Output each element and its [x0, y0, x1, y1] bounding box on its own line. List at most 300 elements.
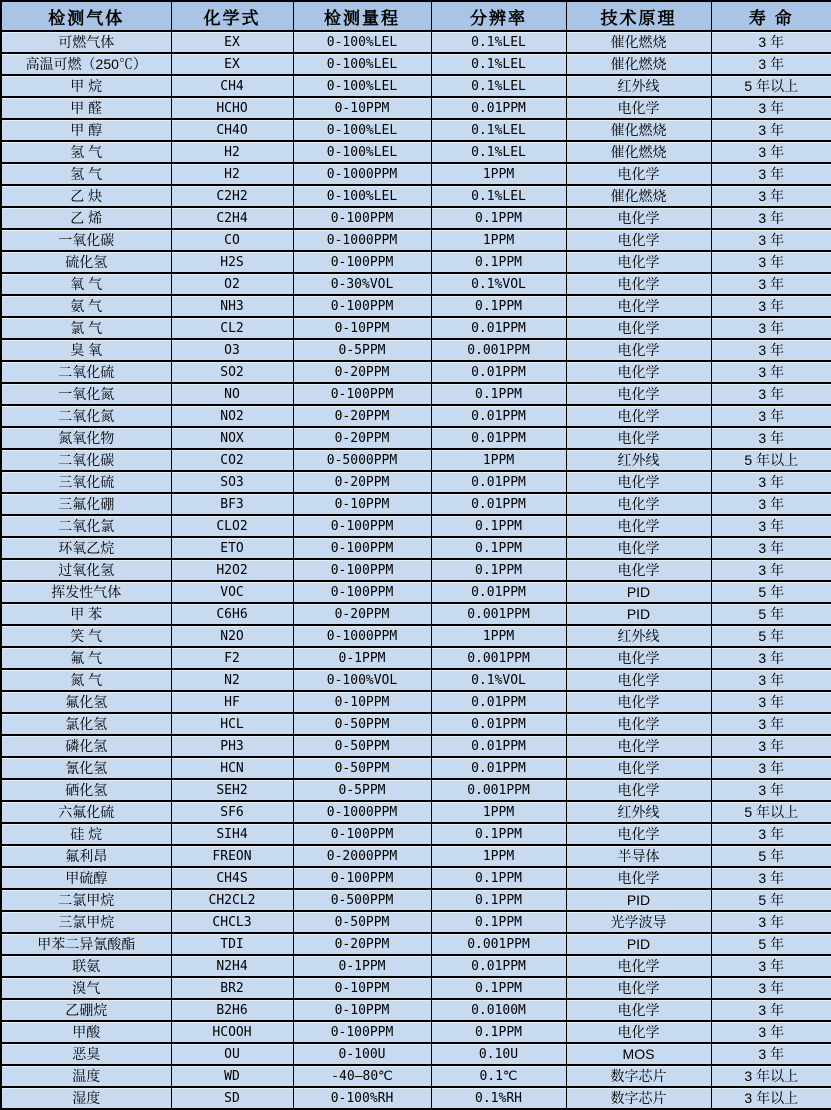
lifespan-cell: 3 年: [711, 405, 831, 427]
resolution-cell: 0.01PPM: [431, 97, 566, 119]
principle-cell: 红外线: [566, 449, 711, 471]
resolution-cell: 1PPM: [431, 229, 566, 251]
range-cell: 0-100%LEL: [293, 141, 431, 163]
principle-cell: 电化学: [566, 713, 711, 735]
formula-cell: EX: [171, 31, 293, 53]
range-cell: 0-1PPM: [293, 955, 431, 977]
gas-name-cell: 氰化氢: [1, 757, 171, 779]
gas-name-cell: 氢 气: [1, 163, 171, 185]
range-cell: 0-100%LEL: [293, 185, 431, 207]
range-cell: 0-5000PPM: [293, 449, 431, 471]
table-row: [1, 933, 831, 955]
formula-cell: PH3: [171, 735, 293, 757]
lifespan-cell: 3 年: [711, 361, 831, 383]
gas-name-cell: 乙硼烷: [1, 999, 171, 1021]
table-row: [1, 317, 831, 339]
resolution-cell: 0.01PPM: [431, 427, 566, 449]
gas-name-cell: 恶臭: [1, 1043, 171, 1065]
formula-cell: H2: [171, 163, 293, 185]
lifespan-cell: 3 年: [711, 999, 831, 1021]
formula-cell: CL2: [171, 317, 293, 339]
gas-name-cell: 氧 气: [1, 273, 171, 295]
principle-cell: 电化学: [566, 735, 711, 757]
range-cell: 0-10PPM: [293, 97, 431, 119]
formula-cell: CH4: [171, 75, 293, 97]
gas-name-cell: 三氧化硫: [1, 471, 171, 493]
gas-name-cell: 溴气: [1, 977, 171, 999]
principle-cell: 电化学: [566, 251, 711, 273]
gas-name-cell: 氯化氢: [1, 713, 171, 735]
lifespan-cell: 3 年: [711, 31, 831, 53]
lifespan-cell: 3 年以上: [711, 1065, 831, 1087]
lifespan-cell: 5 年: [711, 603, 831, 625]
gas-name-cell: 可燃气体: [1, 31, 171, 53]
resolution-cell: 0.1%LEL: [431, 53, 566, 75]
lifespan-cell: 3 年: [711, 1043, 831, 1065]
table-row: [1, 1021, 831, 1043]
range-cell: 0-1000PPM: [293, 801, 431, 823]
formula-cell: ETO: [171, 537, 293, 559]
gas-name-cell: 甲苯二异氰酸酯: [1, 933, 171, 955]
table-row: [1, 251, 831, 273]
table-row: [1, 537, 831, 559]
range-cell: 0-30%VOL: [293, 273, 431, 295]
resolution-cell: 0.1PPM: [431, 911, 566, 933]
column-header-3: 分辨率: [431, 1, 566, 31]
column-header-1: 化学式: [171, 1, 293, 31]
range-cell: 0-100PPM: [293, 559, 431, 581]
table-row: [1, 889, 831, 911]
range-cell: -40—80℃: [293, 1065, 431, 1087]
formula-cell: HCL: [171, 713, 293, 735]
formula-cell: H2: [171, 141, 293, 163]
formula-cell: CO: [171, 229, 293, 251]
table-row: [1, 449, 831, 471]
table-row: [1, 559, 831, 581]
resolution-cell: 1PPM: [431, 801, 566, 823]
lifespan-cell: 3 年: [711, 185, 831, 207]
formula-cell: SO2: [171, 361, 293, 383]
table-row: [1, 911, 831, 933]
principle-cell: 电化学: [566, 669, 711, 691]
resolution-cell: 0.001PPM: [431, 933, 566, 955]
formula-cell: OU: [171, 1043, 293, 1065]
table-row: [1, 625, 831, 647]
gas-name-cell: 联氨: [1, 955, 171, 977]
resolution-cell: 1PPM: [431, 845, 566, 867]
formula-cell: CH2CL2: [171, 889, 293, 911]
table-row: [1, 53, 831, 75]
range-cell: 0-100PPM: [293, 251, 431, 273]
table-row: [1, 779, 831, 801]
resolution-cell: 0.01PPM: [431, 493, 566, 515]
range-cell: 0-20PPM: [293, 427, 431, 449]
resolution-cell: 0.001PPM: [431, 603, 566, 625]
formula-cell: BR2: [171, 977, 293, 999]
gas-name-cell: 甲 醇: [1, 119, 171, 141]
range-cell: 0-10PPM: [293, 691, 431, 713]
lifespan-cell: 3 年: [711, 317, 831, 339]
range-cell: 0-1000PPM: [293, 163, 431, 185]
resolution-cell: 0.01PPM: [431, 361, 566, 383]
formula-cell: N2H4: [171, 955, 293, 977]
resolution-cell: 0.1PPM: [431, 383, 566, 405]
formula-cell: FREON: [171, 845, 293, 867]
table-row: [1, 669, 831, 691]
principle-cell: 红外线: [566, 625, 711, 647]
table-row: [1, 185, 831, 207]
resolution-cell: 0.1%VOL: [431, 273, 566, 295]
range-cell: 0-50PPM: [293, 735, 431, 757]
formula-cell: EX: [171, 53, 293, 75]
range-cell: 0-100PPM: [293, 295, 431, 317]
range-cell: 0-100U: [293, 1043, 431, 1065]
resolution-cell: 0.01PPM: [431, 471, 566, 493]
formula-cell: SF6: [171, 801, 293, 823]
range-cell: 0-1PPM: [293, 647, 431, 669]
gas-name-cell: 氟化氢: [1, 691, 171, 713]
formula-cell: CH4S: [171, 867, 293, 889]
formula-cell: N2: [171, 669, 293, 691]
gas-name-cell: 氨 气: [1, 295, 171, 317]
resolution-cell: 0.1℃: [431, 1065, 566, 1087]
lifespan-cell: 3 年: [711, 713, 831, 735]
range-cell: 0-20PPM: [293, 361, 431, 383]
principle-cell: PID: [566, 603, 711, 625]
resolution-cell: 0.1%LEL: [431, 75, 566, 97]
principle-cell: 电化学: [566, 515, 711, 537]
principle-cell: 电化学: [566, 867, 711, 889]
range-cell: 0-20PPM: [293, 603, 431, 625]
table-row: [1, 229, 831, 251]
resolution-cell: 0.01PPM: [431, 757, 566, 779]
gas-name-cell: 磷化氢: [1, 735, 171, 757]
principle-cell: MOS: [566, 1043, 711, 1065]
gas-name-cell: 氮氧化物: [1, 427, 171, 449]
lifespan-cell: 3 年: [711, 471, 831, 493]
resolution-cell: 0.1PPM: [431, 515, 566, 537]
formula-cell: CO2: [171, 449, 293, 471]
principle-cell: 电化学: [566, 229, 711, 251]
principle-cell: 催化燃烧: [566, 119, 711, 141]
resolution-cell: 0.10U: [431, 1043, 566, 1065]
table-row: [1, 361, 831, 383]
lifespan-cell: 3 年: [711, 229, 831, 251]
gas-name-cell: 甲 醛: [1, 97, 171, 119]
range-cell: 0-100PPM: [293, 537, 431, 559]
gas-name-cell: 硒化氢: [1, 779, 171, 801]
table-row: [1, 97, 831, 119]
lifespan-cell: 5 年: [711, 625, 831, 647]
gas-name-cell: 氟利昂: [1, 845, 171, 867]
formula-cell: O3: [171, 339, 293, 361]
table-row: [1, 713, 831, 735]
formula-cell: NO: [171, 383, 293, 405]
principle-cell: 电化学: [566, 339, 711, 361]
table-row: [1, 867, 831, 889]
resolution-cell: 1PPM: [431, 449, 566, 471]
resolution-cell: 0.1PPM: [431, 207, 566, 229]
lifespan-cell: 3 年: [711, 911, 831, 933]
principle-cell: 电化学: [566, 471, 711, 493]
gas-name-cell: 甲硫醇: [1, 867, 171, 889]
table-row: [1, 515, 831, 537]
lifespan-cell: 3 年: [711, 735, 831, 757]
lifespan-cell: 3 年: [711, 493, 831, 515]
range-cell: 0-10PPM: [293, 317, 431, 339]
range-cell: 0-20PPM: [293, 405, 431, 427]
principle-cell: 电化学: [566, 405, 711, 427]
principle-cell: 电化学: [566, 977, 711, 999]
gas-name-cell: 二氧化氮: [1, 405, 171, 427]
resolution-cell: 0.1PPM: [431, 295, 566, 317]
resolution-cell: 0.001PPM: [431, 339, 566, 361]
resolution-cell: 0.1PPM: [431, 251, 566, 273]
resolution-cell: 0.01PPM: [431, 691, 566, 713]
principle-cell: 电化学: [566, 779, 711, 801]
table-row: [1, 471, 831, 493]
gas-name-cell: 氮 气: [1, 669, 171, 691]
lifespan-cell: 5 年: [711, 933, 831, 955]
gas-name-cell: 笑 气: [1, 625, 171, 647]
range-cell: 0-100PPM: [293, 867, 431, 889]
lifespan-cell: 3 年: [711, 669, 831, 691]
table-row: [1, 999, 831, 1021]
range-cell: 0-100%LEL: [293, 31, 431, 53]
table-row: [1, 1043, 831, 1065]
column-header-0: 检测气体: [1, 1, 171, 31]
range-cell: 0-100PPM: [293, 823, 431, 845]
principle-cell: 电化学: [566, 647, 711, 669]
principle-cell: 数字芯片: [566, 1087, 711, 1109]
range-cell: 0-5PPM: [293, 339, 431, 361]
resolution-cell: 0.1PPM: [431, 889, 566, 911]
resolution-cell: 0.01PPM: [431, 955, 566, 977]
table-row: [1, 581, 831, 603]
table-row: [1, 647, 831, 669]
formula-cell: CLO2: [171, 515, 293, 537]
principle-cell: 电化学: [566, 1021, 711, 1043]
gas-name-cell: 三氟化硼: [1, 493, 171, 515]
column-header-2: 检测量程: [293, 1, 431, 31]
formula-cell: TDI: [171, 933, 293, 955]
resolution-cell: 0.01PPM: [431, 317, 566, 339]
resolution-cell: 0.01PPM: [431, 405, 566, 427]
lifespan-cell: 3 年: [711, 867, 831, 889]
range-cell: 0-1000PPM: [293, 625, 431, 647]
table-row: [1, 141, 831, 163]
formula-cell: HCN: [171, 757, 293, 779]
table-row: [1, 823, 831, 845]
range-cell: 0-10PPM: [293, 493, 431, 515]
gas-name-cell: 臭 氧: [1, 339, 171, 361]
lifespan-cell: 5 年: [711, 889, 831, 911]
gas-name-cell: 氢 气: [1, 141, 171, 163]
principle-cell: 电化学: [566, 537, 711, 559]
range-cell: 0-100PPM: [293, 515, 431, 537]
table-row: [1, 383, 831, 405]
lifespan-cell: 3 年: [711, 823, 831, 845]
table-row: [1, 339, 831, 361]
resolution-cell: 0.1%LEL: [431, 141, 566, 163]
table-row: [1, 977, 831, 999]
formula-cell: C2H4: [171, 207, 293, 229]
principle-cell: 电化学: [566, 383, 711, 405]
formula-cell: SEH2: [171, 779, 293, 801]
table-row: [1, 603, 831, 625]
gas-name-cell: 三氯甲烷: [1, 911, 171, 933]
table-row: [1, 1065, 831, 1087]
gas-name-cell: 高温可燃（250℃）: [1, 53, 171, 75]
principle-cell: 电化学: [566, 955, 711, 977]
lifespan-cell: 3 年: [711, 559, 831, 581]
lifespan-cell: 3 年: [711, 97, 831, 119]
lifespan-cell: 3 年: [711, 1021, 831, 1043]
principle-cell: 电化学: [566, 999, 711, 1021]
gas-name-cell: 乙 烯: [1, 207, 171, 229]
range-cell: 0-10PPM: [293, 977, 431, 999]
principle-cell: PID: [566, 581, 711, 603]
table-row: [1, 1087, 831, 1109]
column-header-5: 寿 命: [711, 1, 831, 31]
lifespan-cell: 3 年: [711, 515, 831, 537]
formula-cell: F2: [171, 647, 293, 669]
principle-cell: 光学波导: [566, 911, 711, 933]
range-cell: 0-20PPM: [293, 933, 431, 955]
principle-cell: 催化燃烧: [566, 141, 711, 163]
resolution-cell: 0.01PPM: [431, 735, 566, 757]
lifespan-cell: 3 年: [711, 53, 831, 75]
lifespan-cell: 5 年以上: [711, 801, 831, 823]
lifespan-cell: 5 年: [711, 581, 831, 603]
resolution-cell: 0.1PPM: [431, 823, 566, 845]
range-cell: 0-100PPM: [293, 383, 431, 405]
formula-cell: BF3: [171, 493, 293, 515]
gas-name-cell: 硫化氢: [1, 251, 171, 273]
gas-name-cell: 二氧化碳: [1, 449, 171, 471]
lifespan-cell: 3 年: [711, 251, 831, 273]
lifespan-cell: 3 年: [711, 779, 831, 801]
lifespan-cell: 3 年: [711, 339, 831, 361]
gas-name-cell: 甲 苯: [1, 603, 171, 625]
principle-cell: 电化学: [566, 163, 711, 185]
table-row: [1, 691, 831, 713]
resolution-cell: 0.1%LEL: [431, 185, 566, 207]
principle-cell: 电化学: [566, 427, 711, 449]
lifespan-cell: 5 年以上: [711, 449, 831, 471]
resolution-cell: 0.1PPM: [431, 537, 566, 559]
principle-cell: 半导体: [566, 845, 711, 867]
gas-name-cell: 挥发性气体: [1, 581, 171, 603]
resolution-cell: 0.01PPM: [431, 713, 566, 735]
formula-cell: SO3: [171, 471, 293, 493]
range-cell: 0-100PPM: [293, 581, 431, 603]
table-row: [1, 735, 831, 757]
principle-cell: 电化学: [566, 757, 711, 779]
formula-cell: NH3: [171, 295, 293, 317]
gas-name-cell: 二氧化硫: [1, 361, 171, 383]
range-cell: 0-50PPM: [293, 713, 431, 735]
lifespan-cell: 5 年以上: [711, 75, 831, 97]
formula-cell: NO2: [171, 405, 293, 427]
range-cell: 0-10PPM: [293, 999, 431, 1021]
formula-cell: SD: [171, 1087, 293, 1109]
gas-name-cell: 硅 烷: [1, 823, 171, 845]
formula-cell: WD: [171, 1065, 293, 1087]
formula-cell: H2S: [171, 251, 293, 273]
resolution-cell: 1PPM: [431, 163, 566, 185]
table-row: [1, 845, 831, 867]
gas-name-cell: 氯 气: [1, 317, 171, 339]
principle-cell: 红外线: [566, 75, 711, 97]
gas-name-cell: 二氧化氯: [1, 515, 171, 537]
principle-cell: 电化学: [566, 361, 711, 383]
principle-cell: 电化学: [566, 823, 711, 845]
column-header-4: 技术原理: [566, 1, 711, 31]
range-cell: 0-100%RH: [293, 1087, 431, 1109]
lifespan-cell: 3 年: [711, 427, 831, 449]
resolution-cell: 0.1PPM: [431, 1021, 566, 1043]
lifespan-cell: 3 年: [711, 295, 831, 317]
formula-cell: O2: [171, 273, 293, 295]
principle-cell: 电化学: [566, 559, 711, 581]
resolution-cell: 0.1%LEL: [431, 31, 566, 53]
table-row: [1, 493, 831, 515]
lifespan-cell: 3 年: [711, 383, 831, 405]
header-row: [1, 1, 831, 31]
principle-cell: 电化学: [566, 295, 711, 317]
formula-cell: SIH4: [171, 823, 293, 845]
principle-cell: 电化学: [566, 317, 711, 339]
lifespan-cell: 3 年: [711, 955, 831, 977]
lifespan-cell: 3 年: [711, 163, 831, 185]
lifespan-cell: 3 年: [711, 273, 831, 295]
principle-cell: 数字芯片: [566, 1065, 711, 1087]
range-cell: 0-100%VOL: [293, 669, 431, 691]
formula-cell: C2H2: [171, 185, 293, 207]
gas-name-cell: 温度: [1, 1065, 171, 1087]
formula-cell: B2H6: [171, 999, 293, 1021]
table-row: [1, 31, 831, 53]
table-row: [1, 955, 831, 977]
gas-name-cell: 过氧化氢: [1, 559, 171, 581]
resolution-cell: 0.1PPM: [431, 559, 566, 581]
principle-cell: 电化学: [566, 493, 711, 515]
principle-cell: PID: [566, 889, 711, 911]
lifespan-cell: 3 年: [711, 647, 831, 669]
range-cell: 0-100%LEL: [293, 75, 431, 97]
range-cell: 0-2000PPM: [293, 845, 431, 867]
principle-cell: 电化学: [566, 273, 711, 295]
gas-name-cell: 湿度: [1, 1087, 171, 1109]
formula-cell: N2O: [171, 625, 293, 647]
gas-name-cell: 一氧化碳: [1, 229, 171, 251]
principle-cell: 电化学: [566, 691, 711, 713]
range-cell: 0-20PPM: [293, 471, 431, 493]
resolution-cell: 0.1%VOL: [431, 669, 566, 691]
lifespan-cell: 3 年: [711, 141, 831, 163]
formula-cell: HCOOH: [171, 1021, 293, 1043]
gas-name-cell: 六氟化硫: [1, 801, 171, 823]
table-row: [1, 273, 831, 295]
principle-cell: 催化燃烧: [566, 185, 711, 207]
gas-name-cell: 二氯甲烷: [1, 889, 171, 911]
range-cell: 0-1000PPM: [293, 229, 431, 251]
resolution-cell: 0.0100M: [431, 999, 566, 1021]
lifespan-cell: 3 年: [711, 537, 831, 559]
table-row: [1, 757, 831, 779]
principle-cell: 催化燃烧: [566, 53, 711, 75]
